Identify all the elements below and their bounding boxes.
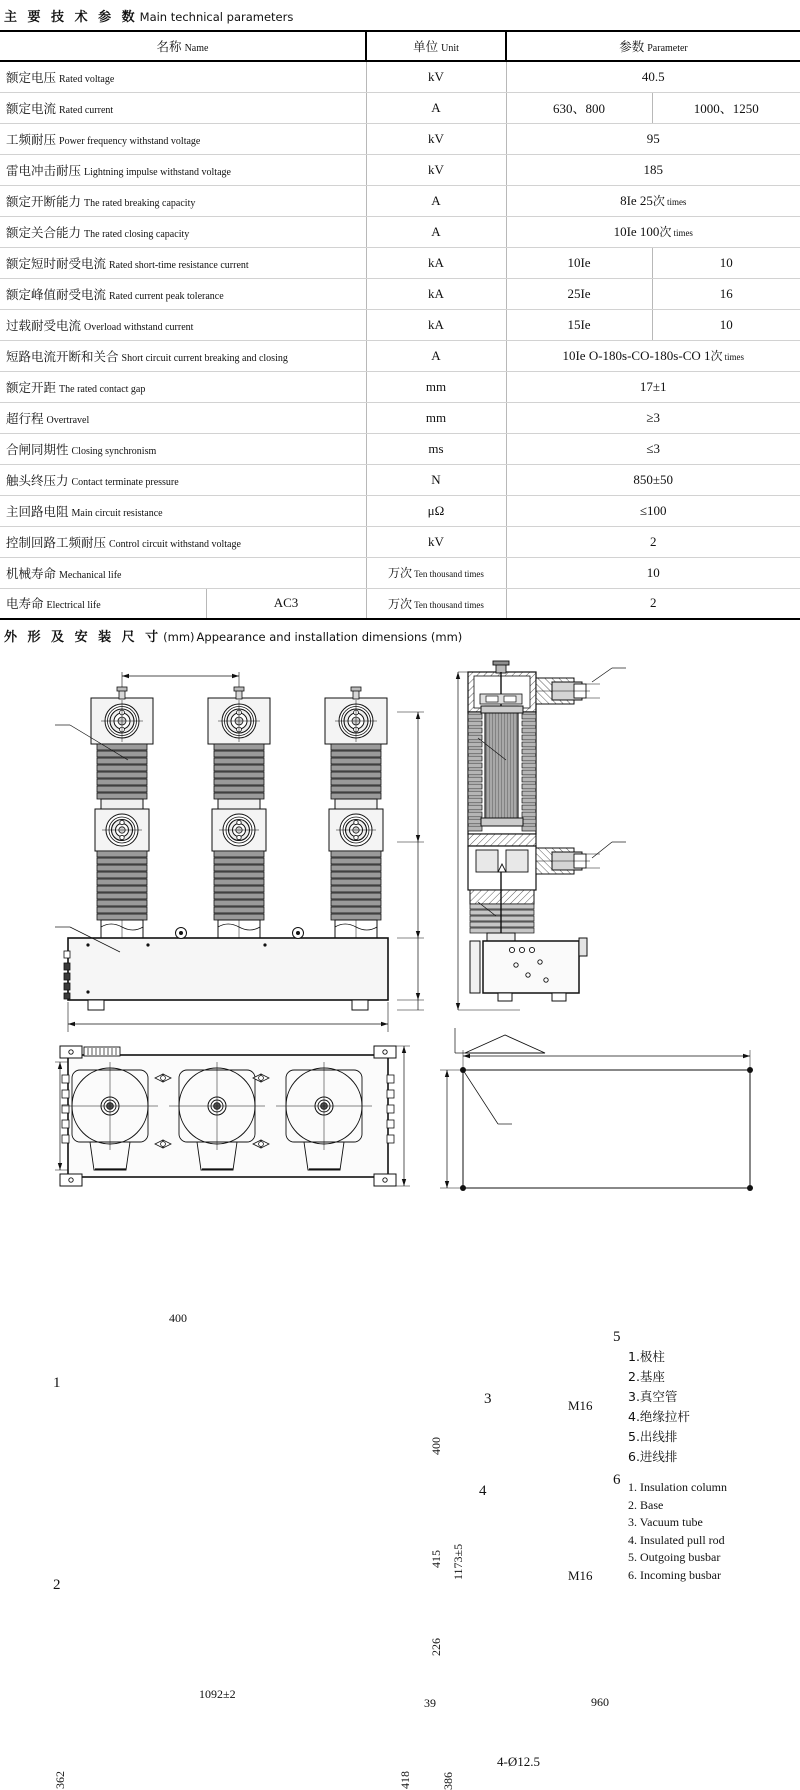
cell-name-cn: 额定开断能力 [6, 193, 82, 209]
cell-name [0, 526, 366, 557]
dim-plan-depth-418: 418 [398, 1771, 412, 1789]
dim-front-pole-lower-415: 415 [429, 1550, 443, 1568]
cell-parameter: 10Ie 100次 times [506, 216, 800, 247]
cell-unit [366, 588, 506, 619]
cell-parameter-right: 1000、1250 [652, 92, 800, 123]
callout-1-front: 1 [53, 1375, 61, 1391]
cell-parameter-en-suffix: times [724, 352, 745, 362]
thread-label-upper-m16: M16 [568, 1398, 593, 1413]
cell-parameter-left: 15Ie [506, 309, 652, 340]
cell-parameter-cn-suffix: 次 [652, 194, 665, 208]
cell-name-cn: 控制回路工频耐压 [6, 534, 107, 550]
cell-parameter: ≥3 [506, 402, 800, 433]
cell-name [0, 402, 366, 433]
cell-name-en: Overtravel [46, 414, 90, 426]
table-row [0, 371, 800, 402]
cell-name-en: Short circuit current breaking and closing [121, 352, 288, 364]
mounting-hole-spec: 4-Ø12.5 [497, 1754, 540, 1769]
dim-mounting-height-386: 386 [441, 1772, 455, 1790]
header-cell-unit [366, 31, 506, 61]
table-row [0, 185, 800, 216]
cell-parameter: 40.5 [506, 61, 800, 92]
cell-unit [366, 495, 506, 526]
legend-item-cn-3: 3.真空管 [628, 1389, 678, 1404]
cell-parameter: 850±50 [506, 464, 800, 495]
legend-item-cn-1: 1.极柱 [628, 1349, 665, 1364]
header-unit-cn: 单位 [413, 39, 439, 54]
cell-name-en: Mechanical life [59, 569, 122, 581]
cell-unit-value: kV [428, 161, 444, 177]
legend-item-en-4: 4. Insulated pull rod [628, 1532, 725, 1547]
cell-name-en: Power frequency withstand voltage [59, 135, 201, 147]
main-parameters-table [0, 30, 800, 620]
cell-name-cn: 合闸同期性 [6, 441, 69, 457]
header-unit-en: Unit [441, 43, 459, 54]
cell-name-en: Overload withstand current [84, 321, 194, 333]
cell-name-cn: 主回路电阻 [6, 503, 69, 519]
cell-parameter: 10 [506, 557, 800, 588]
cell-name-en: Rated current [59, 104, 114, 116]
cell-name-en: Main circuit resistance [71, 507, 163, 519]
callout-5-section: 5 [613, 1329, 621, 1345]
cell-unit-en: Ten thousand times [414, 569, 484, 579]
cell-name-en: Rated voltage [59, 73, 115, 85]
table-row [0, 216, 800, 247]
table-row [0, 340, 800, 371]
cell-name-en: Rated current peak tolerance [109, 290, 224, 302]
header-name-cn: 名称 [156, 39, 182, 54]
dim-front-top-400: 400 [169, 1311, 187, 1325]
cell-name [0, 371, 366, 402]
cell-unit [366, 371, 506, 402]
header-parameter-cn: 参数 [619, 39, 645, 54]
legend-item-en-2: 2. Base [628, 1497, 664, 1512]
cell-name-en: Rated short-time resistance current [109, 259, 249, 271]
table-row [0, 526, 800, 557]
cell-parameter-en-suffix: times [666, 197, 687, 207]
cell-parameter: ≤100 [506, 495, 800, 526]
cell-unit-cn: 万次 [388, 566, 413, 580]
cell-name-cn: 工频耐压 [6, 131, 57, 147]
cell-name-cn: 触头终压力 [6, 472, 69, 488]
cell-name-cn: 机械寿命 [6, 565, 57, 581]
cell-unit [366, 340, 506, 371]
cell-name [0, 309, 366, 340]
table-row [0, 92, 800, 123]
cell-unit-value: kA [428, 254, 444, 270]
cell-name [0, 92, 366, 123]
cell-parameter-right: 10 [652, 309, 800, 340]
cell-name [0, 588, 206, 619]
cell-unit [366, 123, 506, 154]
cell-name-cn: 额定关合能力 [6, 224, 82, 240]
component-legend [628, 1347, 796, 1584]
cell-unit [366, 309, 506, 340]
legend-item-cn-6: 6.进线排 [628, 1449, 678, 1464]
cell-parameter: 95 [506, 123, 800, 154]
drawings-region [0, 650, 800, 1790]
cell-unit-value: mm [425, 378, 447, 394]
cell-name [0, 61, 366, 92]
cell-name [0, 216, 366, 247]
header-parameter-en: Parameter [647, 43, 688, 54]
cell-name [0, 278, 366, 309]
dimensions-heading [0, 620, 800, 650]
cell-unit-value: A [431, 192, 441, 208]
cell-parameter-cn-suffix: 次 [710, 349, 723, 363]
cell-parameter-right: 16 [652, 278, 800, 309]
table-row [0, 278, 800, 309]
cell-duty-class: AC3 [206, 588, 366, 619]
cell-unit [366, 216, 506, 247]
cell-unit [366, 433, 506, 464]
header-cell-name [0, 31, 366, 61]
engineering-drawings-svg [0, 650, 800, 1195]
cell-parameter-en-suffix: times [673, 228, 693, 238]
table-row [0, 61, 800, 92]
dim-front-pole-upper-400: 400 [429, 1437, 443, 1455]
dimensions-heading-en: Appearance and installation dimensions (mm) [196, 630, 463, 644]
table-row [0, 557, 800, 588]
cell-unit-value: μΩ [427, 502, 445, 518]
cell-unit [366, 92, 506, 123]
cell-parameter: 8Ie 25次 times [506, 185, 800, 216]
cell-unit-value: kA [428, 316, 444, 332]
cell-parameter-cn-suffix: 次 [659, 225, 672, 239]
cell-unit-value: kV [428, 130, 444, 146]
cell-name [0, 495, 366, 526]
legend-item-cn-5: 5.出线排 [628, 1429, 678, 1444]
cell-parameter-right: 10 [652, 247, 800, 278]
table-row [0, 433, 800, 464]
front-elevation-view [55, 672, 424, 1032]
cell-parameter: 17±1 [506, 371, 800, 402]
cell-name-en: Control circuit withstand voltage [109, 538, 241, 550]
table-row [0, 464, 800, 495]
table-row [0, 123, 800, 154]
cell-unit [366, 185, 506, 216]
dimensions-heading-en-mm: (mm) [163, 630, 195, 644]
cell-unit [366, 61, 506, 92]
cell-unit [366, 464, 506, 495]
cell-name-cn: 雷电冲击耐压 [6, 162, 82, 178]
cell-name-en: The rated breaking capacity [84, 197, 196, 209]
cell-parameter: ≤3 [506, 433, 800, 464]
dim-mounting-width-960: 960 [591, 1695, 609, 1709]
dim-front-base-226: 226 [429, 1638, 443, 1656]
table-row [0, 402, 800, 433]
cell-unit-value: mm [425, 409, 447, 425]
cell-parameter-left: 25Ie [506, 278, 652, 309]
cell-name [0, 340, 366, 371]
cell-unit-value: kV [428, 533, 444, 549]
cell-name [0, 464, 366, 495]
cell-name-en: Electrical life [46, 600, 101, 612]
cell-name-cn: 额定短时耐受电流 [6, 255, 107, 271]
main-parameters-heading [0, 0, 800, 30]
cell-name [0, 433, 366, 464]
cell-unit [366, 526, 506, 557]
table-header-row [0, 31, 800, 61]
cell-name [0, 557, 366, 588]
table-row [0, 154, 800, 185]
header-name-en: Name [184, 43, 209, 54]
cell-name [0, 185, 366, 216]
cell-unit-value: N [431, 471, 441, 487]
cell-unit-value: kA [428, 285, 444, 301]
cell-name-en: Closing synchronism [71, 445, 157, 457]
callout-6-section: 6 [613, 1472, 621, 1488]
main-parameters-heading-cn: 主 要 技 术 参 数 [4, 10, 138, 25]
table-row [0, 247, 800, 278]
cell-name [0, 154, 366, 185]
cell-name-en: Lightning impulse withstand voltage [84, 166, 231, 178]
legend-item-en-1: 1. Insulation column [628, 1480, 727, 1494]
legend-item-en-5: 5. Outgoing busbar [628, 1550, 721, 1564]
cell-name-cn: 超行程 [6, 410, 44, 426]
cell-unit-cn: 万次 [388, 596, 413, 611]
cell-name-cn: 额定电压 [6, 69, 57, 85]
thread-label-lower-m16: M16 [568, 1568, 593, 1583]
dimensions-heading-cn: 外 形 及 安 装 尺 寸 [4, 630, 162, 645]
table-row [0, 495, 800, 526]
plan-view [55, 1046, 410, 1186]
cell-parameter: 185 [506, 154, 800, 185]
cell-name-en: Contact terminate pressure [71, 476, 179, 488]
callout-3-section: 3 [484, 1391, 492, 1407]
cell-name-cn: 额定电流 [6, 100, 57, 116]
cell-unit-value: kV [428, 68, 444, 84]
dim-front-width-1092: 1092±2 [199, 1687, 236, 1701]
cell-parameter-left: 630、800 [506, 92, 652, 123]
cell-unit-value: A [431, 347, 441, 363]
cell-unit [366, 278, 506, 309]
pole-section-view [456, 661, 626, 1010]
cell-parameter: 2 [506, 588, 800, 619]
cell-name-en: The rated contact gap [59, 383, 146, 395]
legend-item-en-3: 3. Vacuum tube [628, 1515, 703, 1529]
cell-name-cn: 短路电流开断和关合 [6, 348, 119, 364]
cell-unit-en: Ten thousand times [414, 599, 484, 610]
legend-item-cn-2: 2.基座 [628, 1369, 665, 1384]
dim-front-foot-39: 39 [424, 1696, 436, 1710]
header-cell-parameter [506, 31, 800, 61]
cell-parameter: 10Ie O-180s-CO-180s-CO 1次 times [506, 340, 800, 371]
cell-unit [366, 154, 506, 185]
cell-name [0, 123, 366, 154]
cell-name-cn: 过载耐受电流 [6, 317, 82, 333]
callout-4-section: 4 [479, 1483, 487, 1499]
cell-name-cn: 电寿命 [6, 596, 44, 612]
cell-unit-value: A [431, 99, 441, 115]
callout-2-front: 2 [53, 1577, 61, 1593]
cell-name-cn: 额定峰值耐受电流 [6, 286, 107, 302]
mounting-hole-pattern-view [440, 1028, 753, 1191]
cell-name [0, 247, 366, 278]
legend-item-en-6: 6. Incoming busbar [628, 1567, 721, 1582]
cell-unit [366, 247, 506, 278]
cell-unit [366, 557, 506, 588]
dim-plan-depth-362: 362 [53, 1771, 67, 1789]
table-row [0, 309, 800, 340]
cell-parameter: 2 [506, 526, 800, 557]
table-row [0, 588, 800, 619]
cell-name-cn: 额定开距 [6, 379, 57, 395]
legend-item-cn-4: 4.绝缘拉杆 [628, 1409, 690, 1424]
dim-section-total-height-1173: 1173±5 [451, 1543, 465, 1580]
cell-parameter-left: 10Ie [506, 247, 652, 278]
cell-unit-value: A [431, 223, 441, 239]
cell-unit-value: ms [428, 440, 444, 456]
cell-name-en: The rated closing capacity [84, 228, 190, 240]
cell-unit [366, 402, 506, 433]
main-parameters-heading-en: Main technical parameters [139, 10, 294, 24]
